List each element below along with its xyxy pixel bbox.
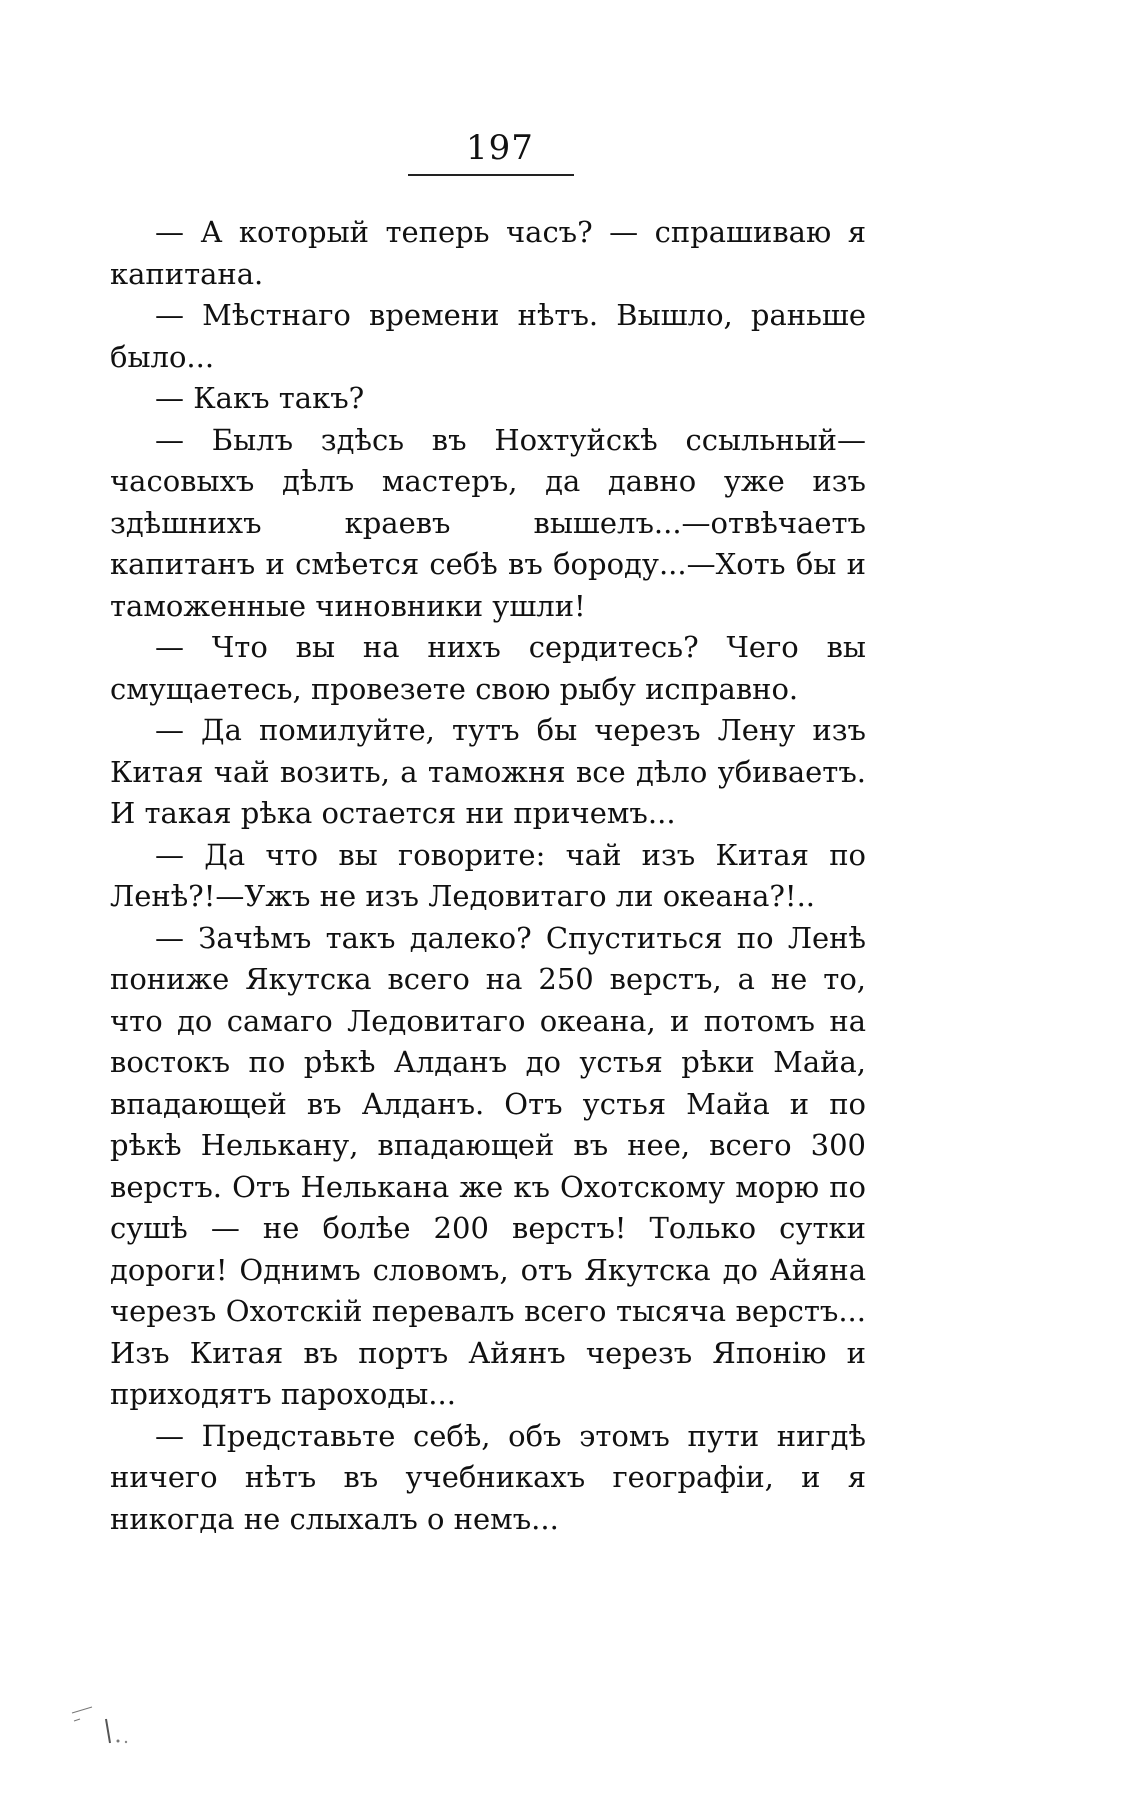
paragraph: — Что вы на нихъ сердитесь? Чего вы смущаетесь, провезете свою рыбу исправно. xyxy=(110,630,866,706)
paragraph: — Былъ здѣсь въ Нохтуйскѣ ссыльный—часовыхъ дѣлъ мастеръ, да давно уже изъ здѣшнихъ краевъ вышелъ...—отвѣчаетъ капитанъ и смѣется себѣ въ бороду...—Хоть бы и таможенные чиновники ушли! xyxy=(110,422,866,623)
page-number-rule xyxy=(408,174,574,176)
body-text xyxy=(110,212,866,1540)
paragraph: — Да что вы говорите: чай изъ Китая по Ленѣ?!—Ужъ не изъ Ледовитаго ли океана?!.. xyxy=(110,837,866,913)
paragraph: — Представьте себѣ, объ этомъ пути нигдѣ ничего нѣтъ въ учебникахъ географiи, и я никогда не слыхалъ о немъ... xyxy=(110,1418,866,1536)
paragraph: — Зачѣмъ такъ далеко? Спуститься по Ленѣ пониже Якутска всего на 250 верстъ, а не то, что до самаго Ледовитаго океана, и потомъ на востокъ по рѣкѣ Алданъ до устья рѣки Майа, впадающей въ Алданъ. Отъ устья Майа и по рѣкѣ Нелькану, впадающей въ нее, всего 300 верстъ. Отъ Нелькана же къ Охотскому морю по сушѣ — не болѣе 200 верстъ! Только сутки дороги! Однимъ словомъ, отъ Якутска до Айяна черезъ Охотскiй перевалъ всего тысяча верстъ... Изъ Китая въ портъ Айянъ черезъ Японiю и приходятъ пароходы... xyxy=(110,920,866,1411)
paragraph: — Да помилуйте, тутъ бы черезъ Лену изъ Китая чай возить, а таможня все дѣло убиваетъ. И такая рѣка остается ни причемъ... xyxy=(110,713,866,830)
paragraph: — А который теперь часъ? — спрашиваю я капитана. xyxy=(110,215,866,291)
paragraph: — Какъ такъ? xyxy=(155,381,365,415)
paragraph: — Мѣстнаго времени нѣтъ. Вышло, раньше было... xyxy=(110,298,866,374)
scan-specks xyxy=(70,1705,160,1755)
page-number: 197 xyxy=(466,128,534,168)
